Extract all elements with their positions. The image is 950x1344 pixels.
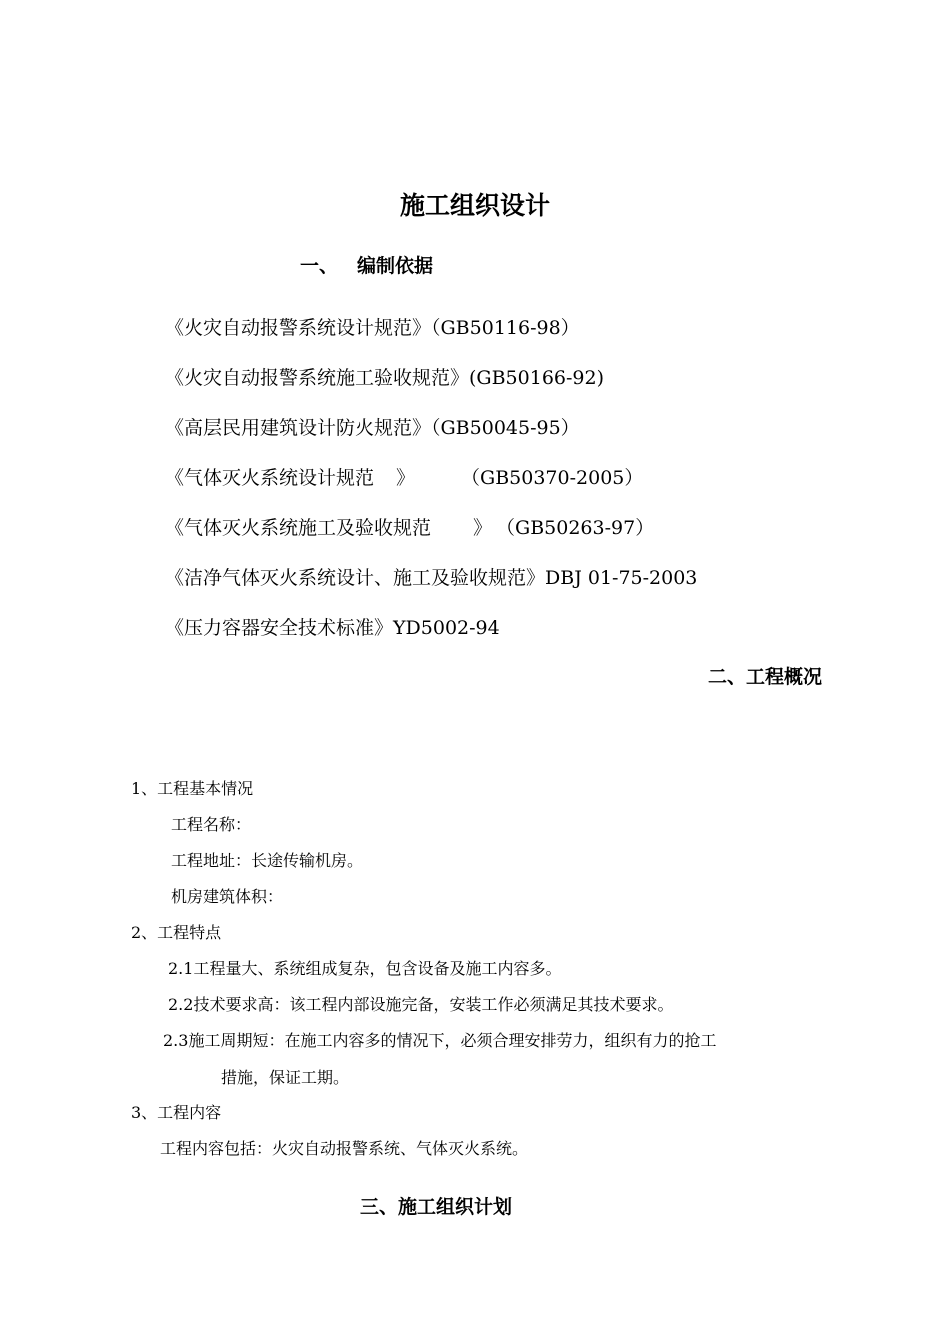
reference-5-close: 》	[473, 517, 493, 539]
section-1-number: 一、	[300, 255, 339, 277]
reference-2: 《火灾自动报警系统施工验收规范》(GB50166-92)	[165, 367, 605, 389]
reference-3: 《高层民用建筑设计防火规范》（GB50045-95）	[165, 417, 580, 439]
reference-6: 《洁净气体灭火系统设计、施工及验收规范》DBJ 01-75-2003	[165, 567, 698, 589]
reference-4-name: 《气体灭火系统设计规范	[165, 467, 375, 489]
reference-7: 《压力容器安全技术标准》YD5002-94	[165, 617, 500, 639]
feature-2-2: 2.2技术要求高：该工程内部设施完备，安装工作必须满足其技术要求。	[168, 995, 674, 1014]
section-2-heading: 二、工程概况	[708, 666, 823, 688]
project-address: 工程地址：长途传输机房。	[171, 851, 364, 870]
content-text: 工程内容包括：火灾自动报警系统、气体灭火系统。	[160, 1139, 529, 1158]
reference-5	[165, 519, 654, 538]
feature-2-3-line-1: 2.3施工周期短：在施工内容多的情况下，必须合理安排劳力，组织有力的抢工	[163, 1031, 717, 1050]
reference-4	[165, 469, 643, 488]
reference-4-code: （GB50370-2005）	[461, 467, 644, 489]
section-1-heading: 编制依据	[357, 255, 434, 277]
feature-2-1: 2.1工程量大、系统组成复杂，包含设备及施工内容多。	[168, 959, 562, 978]
project-name-label: 工程名称：	[171, 815, 252, 834]
reference-5-name: 《气体灭火系统施工及验收规范	[165, 517, 432, 539]
document-title: 施工组织设计	[400, 191, 551, 220]
building-volume-label: 机房建筑体积：	[171, 887, 284, 906]
features-heading: 2、工程特点	[131, 923, 222, 942]
section-3-heading: 三、施工组织计划	[360, 1196, 513, 1218]
reference-1: 《火灾自动报警系统设计规范》（GB50116-98）	[165, 317, 580, 339]
content-heading: 3、工程内容	[131, 1103, 222, 1122]
reference-5-code: （GB50263-97）	[496, 517, 655, 539]
basic-info-heading: 1、工程基本情况	[131, 779, 254, 798]
reference-4-close: 》	[396, 467, 416, 489]
feature-2-3-line-2: 措施，保证工期。	[221, 1068, 350, 1087]
